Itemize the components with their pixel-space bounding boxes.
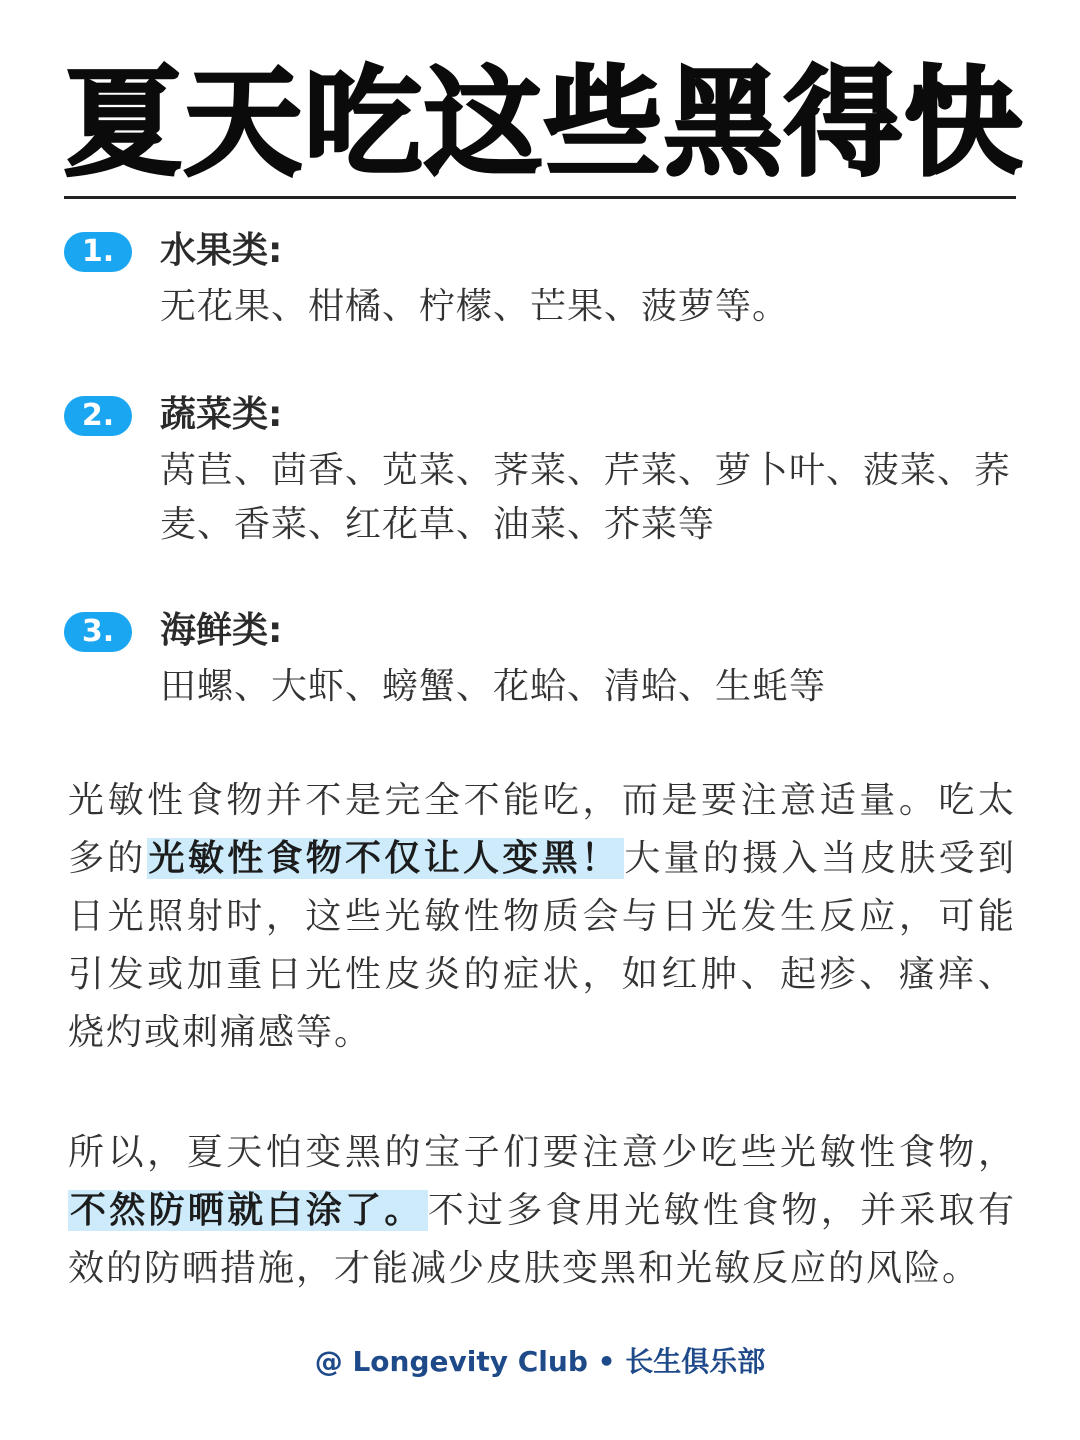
list-item-vegetable (64, 390, 1016, 560)
paragraph-text: 大量的摄入当皮肤受到日光照射时，这些光敏性物质会与日光发生反应，可能引发或加重日光性皮炎的症状，如红肿、起疹、瘙痒、烧灼或刺痛感等。 (68, 838, 1016, 1053)
list-item-seafood (64, 606, 1016, 716)
paragraph-text: 不过多食用光敏性食物，并采取有效的防晒措施，才能减少皮肤变黑和光敏反应的风险。 (68, 1190, 1016, 1289)
item-text: 莴苣、茴香、苋菜、荠菜、芹菜、萝卜叶、菠菜、荞麦、香菜、红花草、油菜、芥菜等 (160, 450, 1012, 545)
number-badge: 2. (64, 396, 132, 436)
page-title: 夏天吃这些黑得快 (64, 54, 1025, 192)
paragraph-conclusion (68, 1124, 1016, 1298)
paragraph-text: 光敏性食物并不是完全不能吃，而是要注意适量。吃太多的 (68, 780, 1016, 879)
number-badge: 3. (64, 612, 132, 652)
list-item-fruit (64, 226, 1016, 336)
item-title: 海鲜类: (160, 610, 283, 651)
paragraph-intro (68, 772, 1016, 1062)
number-badge: 1. (64, 232, 132, 272)
footer-credit: @ Longevity Club • 长生俱乐部 (314, 1345, 766, 1378)
item-title: 蔬菜类: (160, 394, 283, 435)
item-text: 无花果、柑橘、柠檬、芒果、菠萝等。 (160, 286, 790, 327)
highlight-text: 不然防晒就白涂了。 (68, 1190, 428, 1231)
highlight-text: 光敏性食物不仅让人变黑！ (147, 838, 625, 879)
item-title: 水果类: (160, 230, 283, 271)
title-divider (64, 196, 1016, 199)
paragraph-text: 所以，夏天怕变黑的宝子们要注意少吃些光敏性食物， (68, 1132, 1016, 1173)
item-text: 田螺、大虾、螃蟹、花蛤、清蛤、生蚝等 (160, 666, 827, 707)
